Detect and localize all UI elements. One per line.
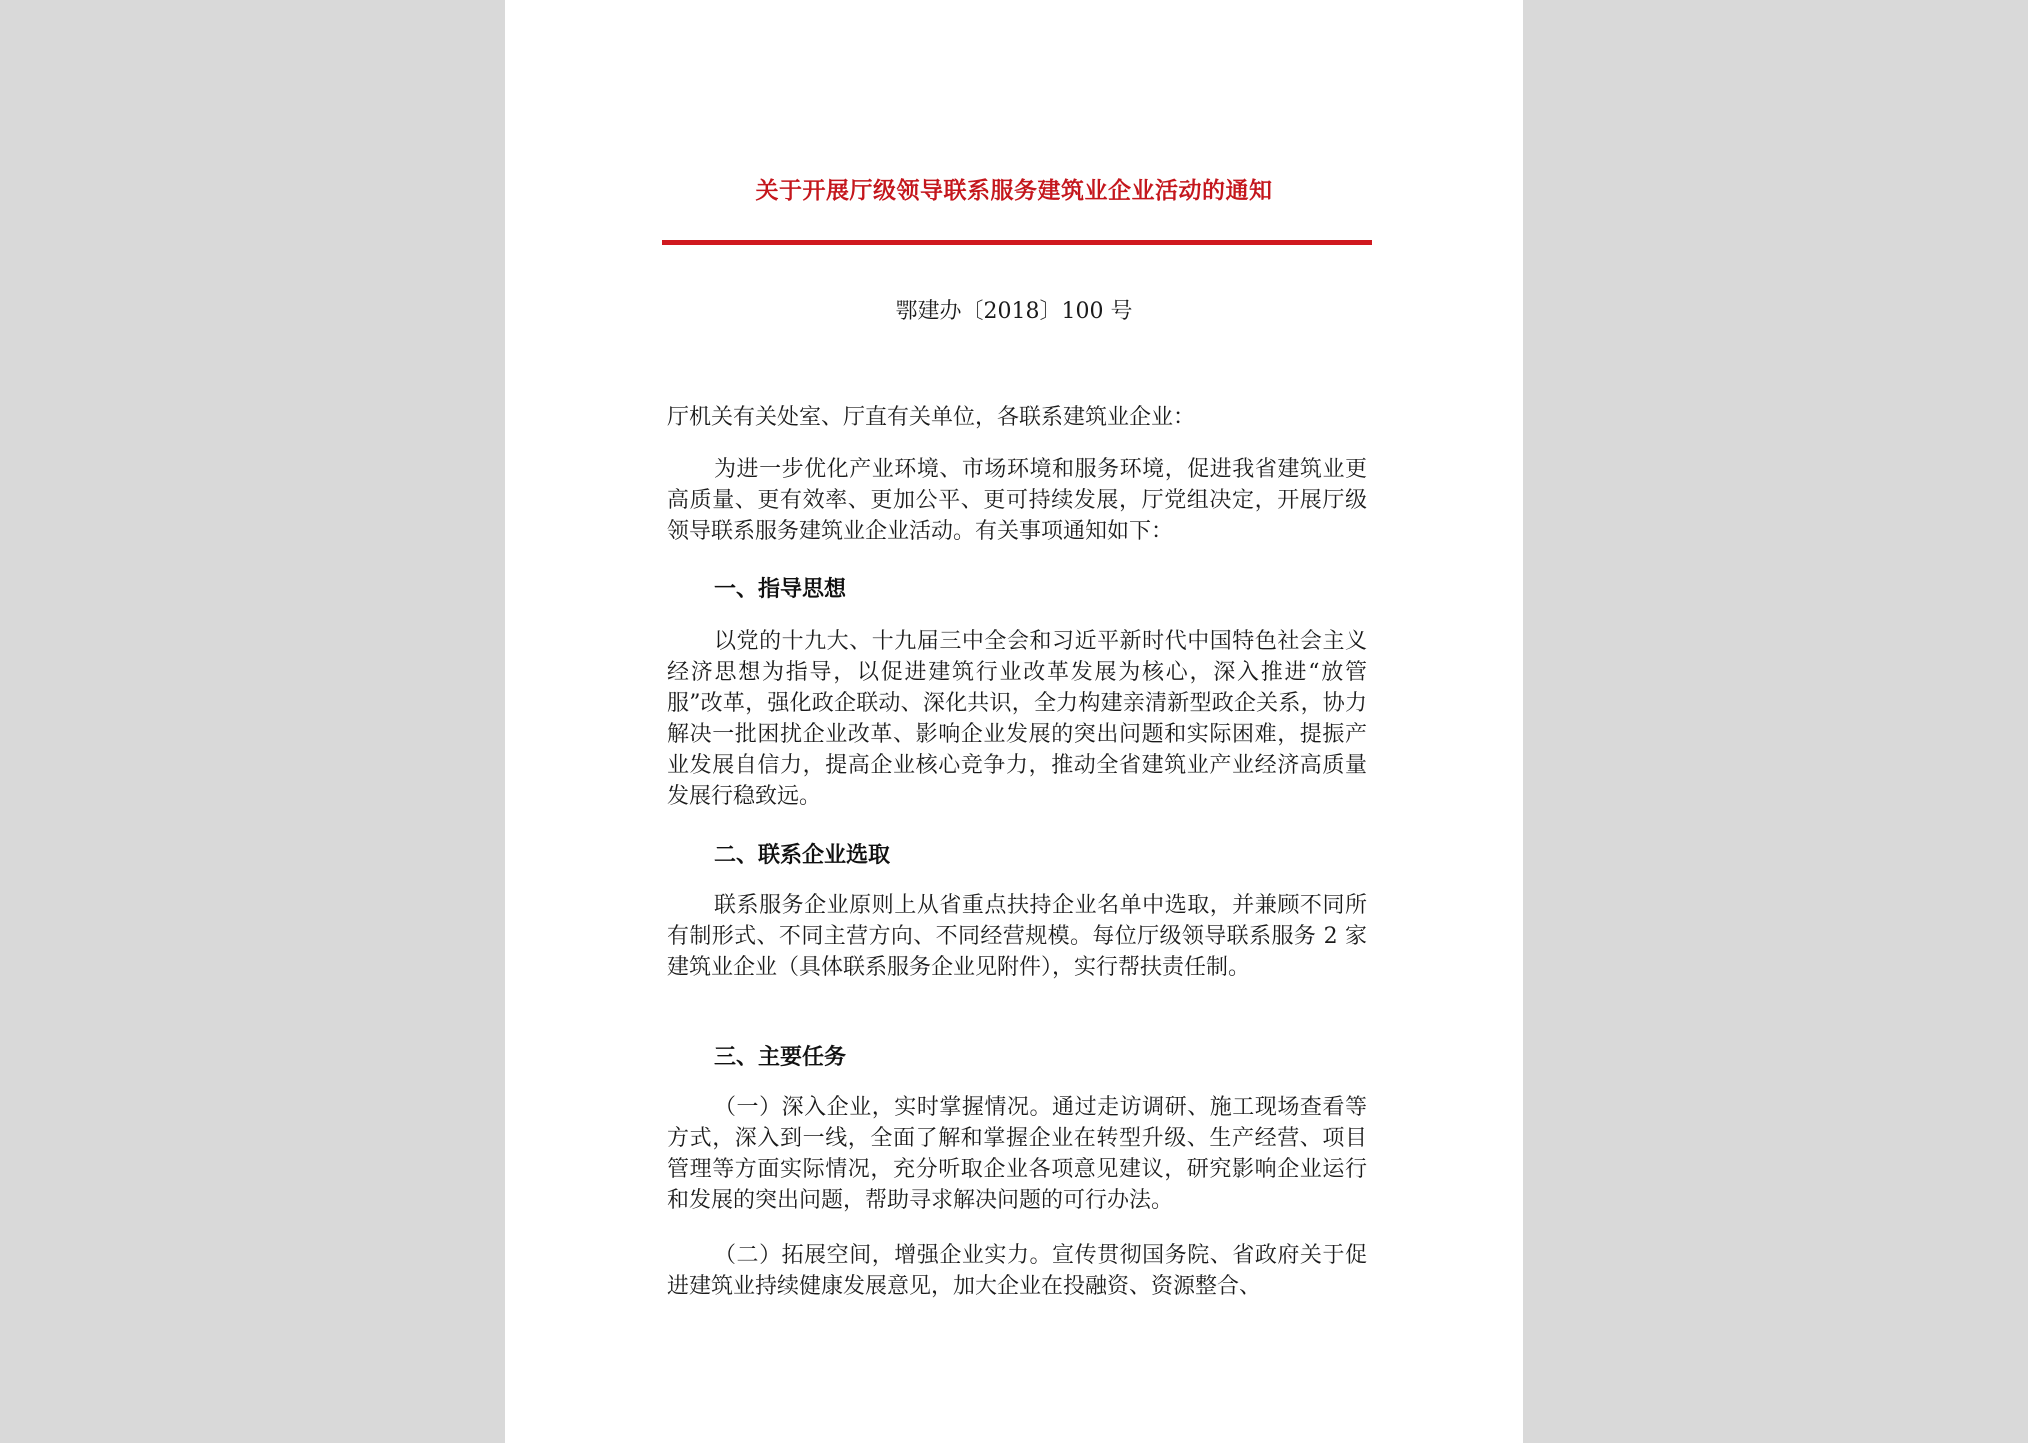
addressee-line: 厅机关有关处室、厅直有关单位，各联系建筑业企业： bbox=[667, 405, 1196, 430]
section-heading-guiding-ideology: 一、指导思想 bbox=[714, 576, 847, 602]
document-page bbox=[505, 0, 1523, 1443]
document-number: 鄂建办〔2018〕100 号 bbox=[895, 299, 1133, 324]
section-body-enterprise-selection: 联系服务企业原则上从省重点扶持企业名单中选取，并兼顾不同所有制形式、不同主营方向、不同经营规模。每位厅级领导联系服务 2 家建筑业企业（具体联系服务企业见附件），实行帮扶责任制。 bbox=[667, 893, 1367, 980]
task-paragraph-1: （一）深入企业，实时掌握情况。通过走访调研、施工现场查看等方式，深入到一线，全面了解和掌握企业在转型升级、生产经营、项目管理等方面实际情况，充分听取企业各项意见建议，研究影响企业运行和发展的突出问题，帮助寻求解决问题的可行办法。 bbox=[667, 1095, 1367, 1213]
section-heading-main-tasks: 三、主要任务 bbox=[714, 1044, 847, 1070]
section-body-guiding-ideology: 以党的十九大、十九届三中全会和习近平新时代中国特色社会主义经济思想为指导，以促进建筑行业改革发展为核心，深入推进“放管服”改革，强化政企联动、深化共识，全力构建亲清新型政企关系，协力解决一批困扰企业改革、影响企业发展的突出问题和实际困难，提振产业发展自信力，提高企业核心竞争力，推动全省建筑业产业经济高质量发展行稳致远。 bbox=[667, 629, 1367, 809]
section-heading-enterprise-selection: 二、联系企业选取 bbox=[714, 842, 891, 868]
document-title: 关于开展厅级领导联系服务建筑业企业活动的通知 bbox=[755, 177, 1273, 204]
task-paragraph-2: （二）拓展空间，增强企业实力。宣传贯彻国务院、省政府关于促进建筑业持续健康发展意见，加大企业在投融资、资源整合、 bbox=[667, 1243, 1367, 1299]
red-header-rule bbox=[662, 240, 1372, 245]
intro-paragraph: 为进一步优化产业环境、市场环境和服务环境，促进我省建筑业更高质量、更有效率、更加公平、更可持续发展，厅党组决定，开展厅级领导联系服务建筑业企业活动。有关事项通知如下： bbox=[667, 457, 1367, 544]
